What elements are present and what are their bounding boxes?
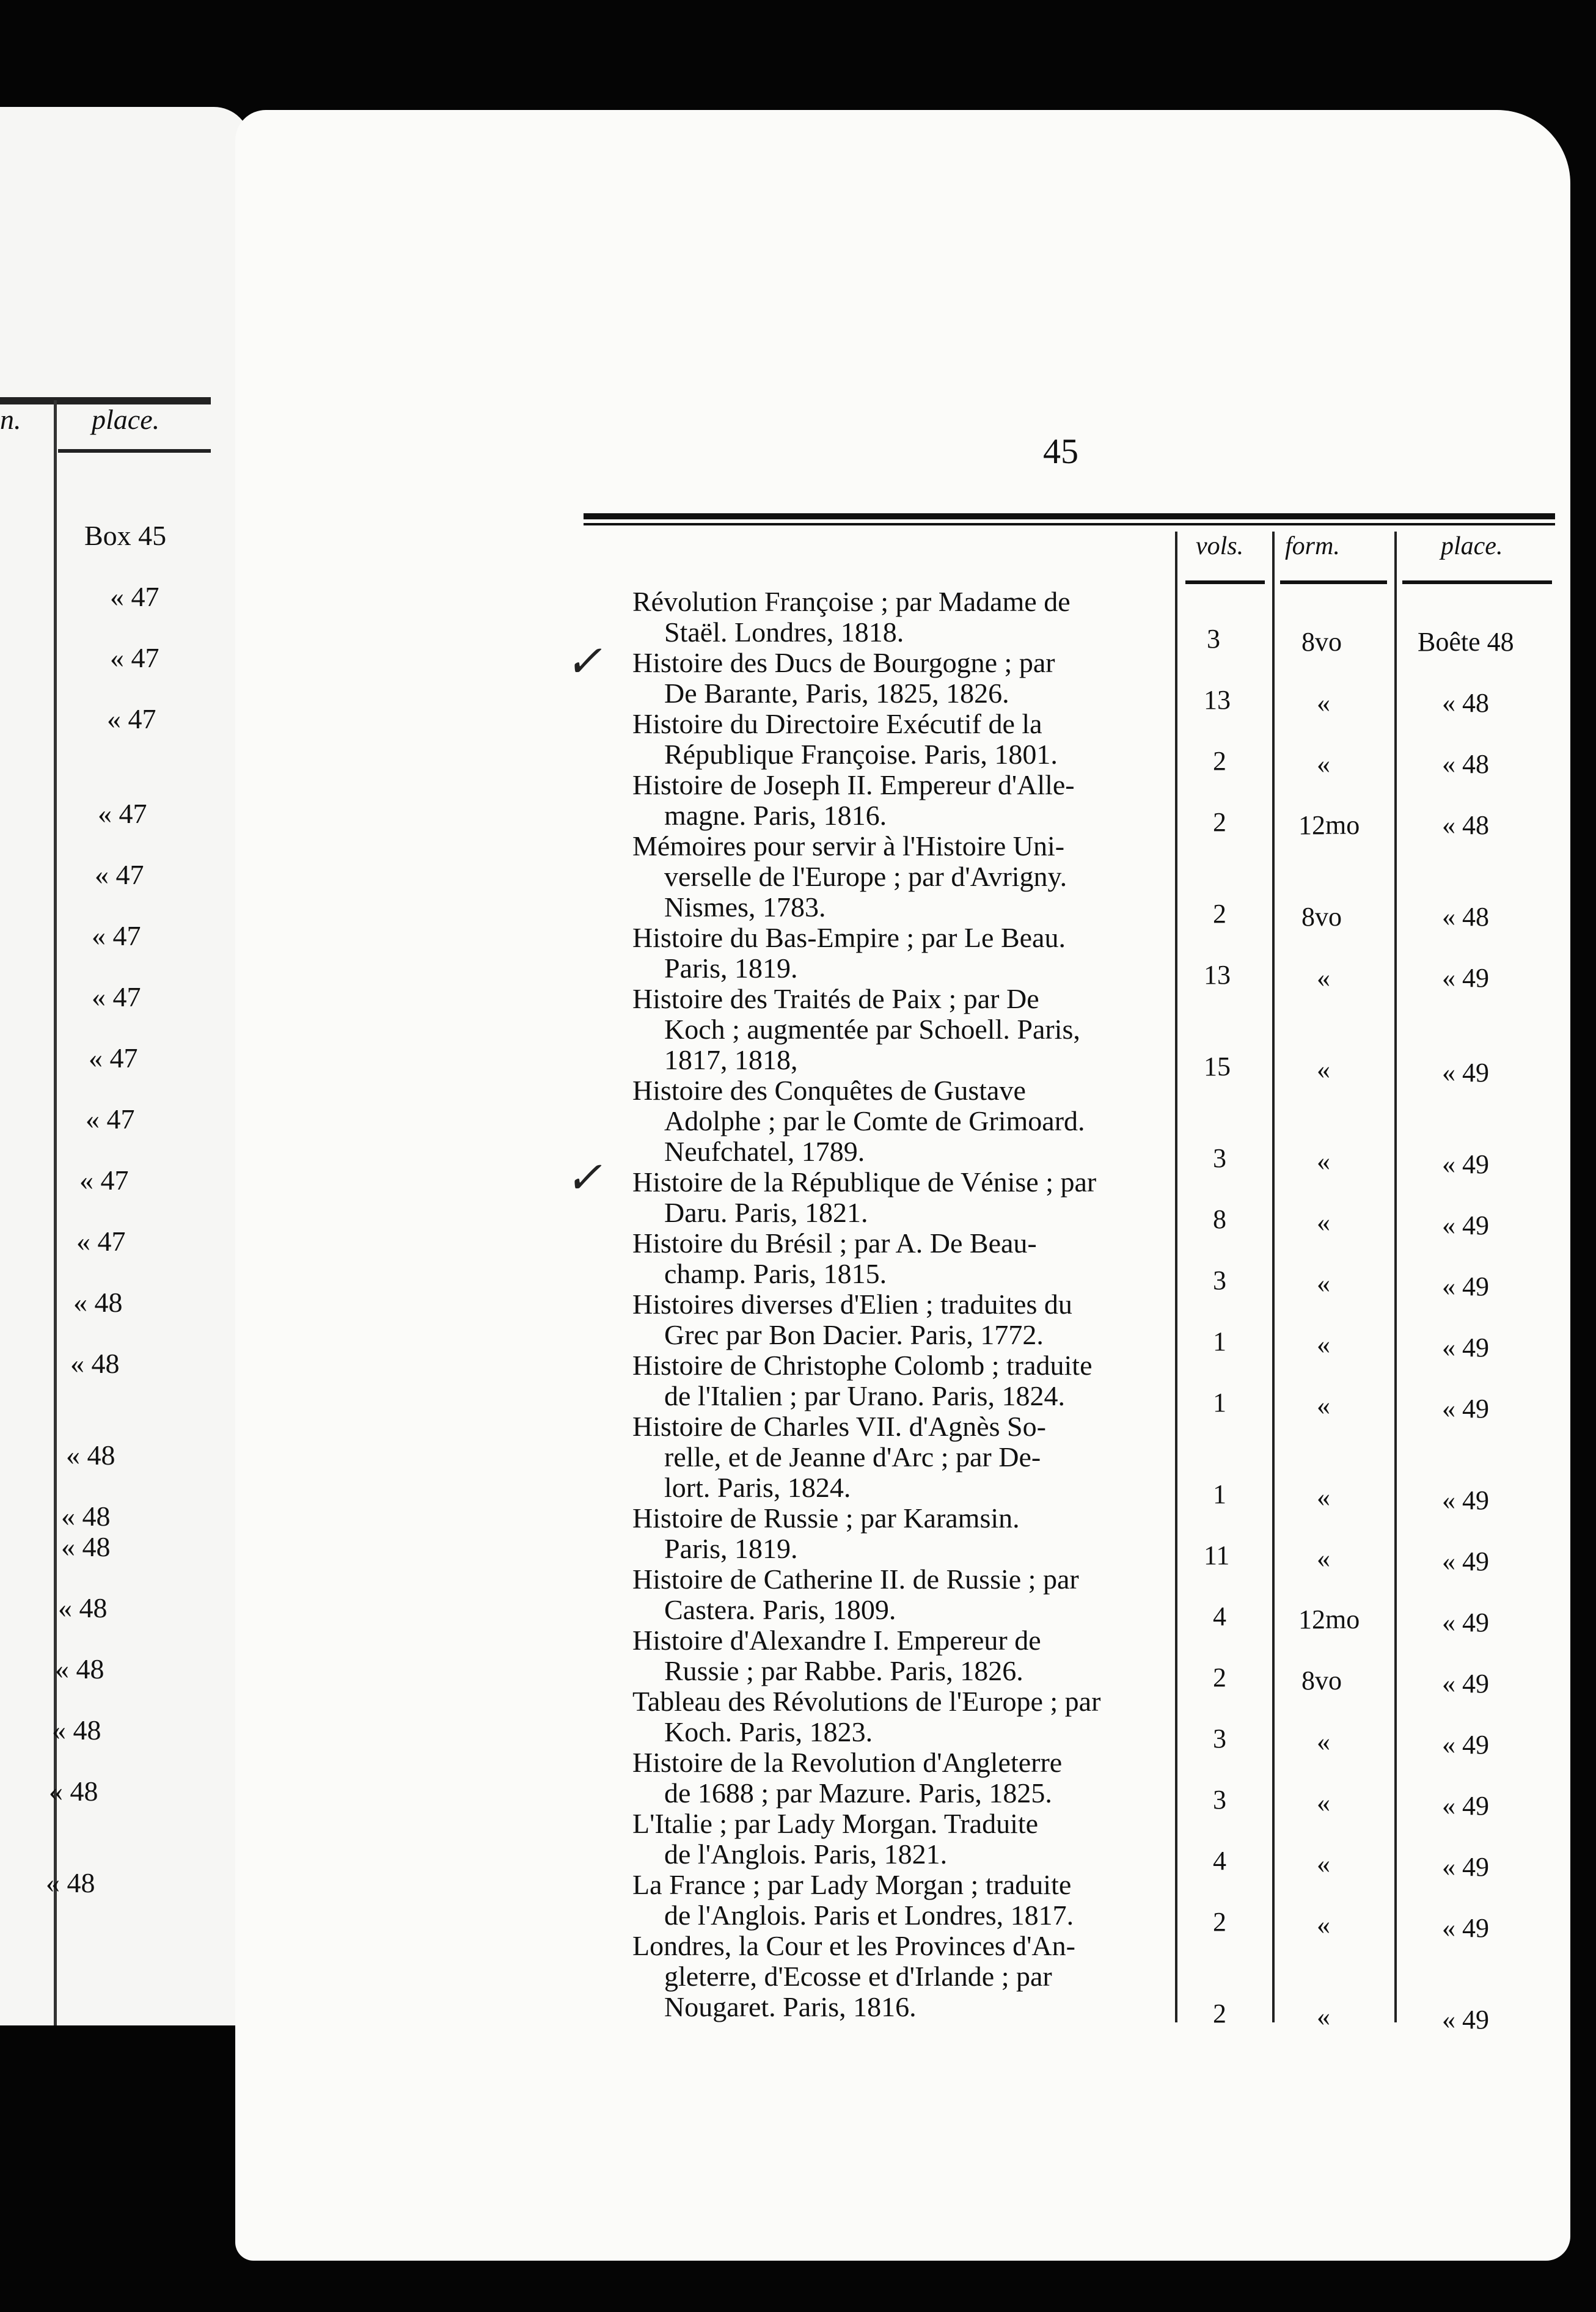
entry-place: « 49: [1442, 1271, 1489, 1301]
entry-place: « 48: [1442, 749, 1489, 779]
entry-line: Histoire de Christophe Colomb ; traduite: [632, 1350, 1093, 1381]
entry-line: Paris, 1819.: [664, 953, 798, 984]
entry-form: «: [1317, 749, 1330, 779]
entry-vols: 15: [1204, 1052, 1231, 1081]
entry-line: Neufchatel, 1789.: [664, 1136, 865, 1167]
left-place-entry: « 47: [76, 1226, 126, 1257]
entry-place: « 49: [1442, 1791, 1489, 1821]
left-place-entry: « 48: [61, 1531, 111, 1562]
catalogue-entry: [632, 1564, 1170, 1625]
page-number: 45: [1043, 431, 1078, 471]
catalogue-entry: [632, 709, 1170, 770]
entry-form: 12mo: [1298, 1604, 1360, 1634]
entry-line: Koch. Paris, 1823.: [664, 1716, 873, 1747]
entry-line: Histoire du Bas-Empire ; par Le Beau.: [632, 922, 1066, 953]
entry-line: relle, et de Jeanne d'Arc ; par De-: [664, 1441, 1041, 1472]
column-divider-form-place: [1394, 532, 1397, 2022]
entry-place: « 49: [1442, 1058, 1489, 1088]
catalogue-entry: [632, 1075, 1170, 1167]
entry-vols: 2: [1213, 1999, 1226, 2028]
entry-place: « 49: [1442, 1608, 1489, 1637]
entry-form: «: [1317, 688, 1330, 718]
entry-form: «: [1317, 1146, 1330, 1176]
entry-form: «: [1317, 1391, 1330, 1421]
catalogue-entry: [632, 923, 1170, 984]
catalogue-entry: [632, 770, 1170, 831]
entry-form: 12mo: [1298, 810, 1360, 840]
entry-line: Castera. Paris, 1809.: [664, 1594, 896, 1625]
entry-place: « 49: [1442, 2005, 1489, 2035]
entry-line: de l'Anglois. Paris, 1821.: [664, 1838, 948, 1870]
catalogue-entry: [632, 984, 1170, 1075]
entry-place: « 48: [1442, 902, 1489, 932]
left-header-place: place.: [92, 404, 160, 435]
entry-vols: 13: [1204, 685, 1231, 715]
entry-form: «: [1317, 1330, 1330, 1359]
entry-line: gleterre, d'Ecosse et d'Irlande ; par: [664, 1961, 1052, 1992]
left-place-entry: « 48: [49, 1776, 98, 1807]
entry-line: Nougaret. Paris, 1816.: [664, 1991, 917, 2022]
header-rule-thin: [584, 523, 1555, 525]
entry-place: « 49: [1442, 1149, 1489, 1179]
entry-line: Adolphe ; par le Comte de Grimoard.: [664, 1105, 1085, 1136]
left-place-entry: « 47: [86, 1103, 135, 1135]
vols-underline: [1185, 580, 1265, 584]
entry-line: Histoire de Joseph II. Empereur d'Alle-: [632, 769, 1075, 800]
entry-line: Daru. Paris, 1821.: [664, 1197, 868, 1228]
entry-vols: 8: [1213, 1204, 1226, 1234]
left-place-entry: « 47: [89, 1042, 138, 1074]
catalogue-entry: [632, 1686, 1170, 1747]
entry-place: Boête 48: [1418, 627, 1514, 657]
entry-line: Grec par Bon Dacier. Paris, 1772.: [664, 1319, 1044, 1350]
left-place-entry: « 47: [110, 581, 159, 612]
left-place-entry: « 48: [66, 1440, 115, 1471]
entry-form: 8vo: [1301, 627, 1342, 657]
entry-vols: 1: [1213, 1388, 1226, 1418]
entry-line: lort. Paris, 1824.: [664, 1472, 851, 1503]
catalogue-entry: [632, 831, 1170, 923]
catalogue-entry: [632, 1228, 1170, 1289]
checkmark-icon: ✓: [565, 1154, 602, 1202]
catalogue-entry: [632, 1809, 1170, 1870]
entry-form: «: [1317, 2002, 1330, 2032]
entry-line: Révolution Françoise ; par Madame de: [632, 586, 1071, 617]
header-vols: vols.: [1196, 532, 1244, 560]
entry-vols: 11: [1204, 1540, 1230, 1570]
entry-vols: 2: [1213, 807, 1226, 837]
entry-place: « 49: [1442, 1485, 1489, 1515]
entry-place: « 49: [1442, 1210, 1489, 1240]
left-place-entry: « 48: [52, 1714, 101, 1746]
entry-form: «: [1317, 1727, 1330, 1757]
catalogue-entry: [632, 1503, 1170, 1564]
entry-line: Russie ; par Rabbe. Paris, 1826.: [664, 1655, 1023, 1686]
entry-place: « 49: [1442, 1730, 1489, 1760]
entry-form: «: [1317, 1788, 1330, 1818]
left-place-entry: « 48: [58, 1592, 108, 1623]
entry-vols: 1: [1213, 1479, 1226, 1509]
entry-form: «: [1317, 1482, 1330, 1512]
entry-vols: 2: [1213, 746, 1226, 776]
entry-form: «: [1317, 1207, 1330, 1237]
entry-line: magne. Paris, 1816.: [664, 800, 887, 831]
entry-line: De Barante, Paris, 1825, 1826.: [664, 678, 1009, 709]
entry-line: 1817, 1818,: [664, 1044, 798, 1075]
entry-place: « 49: [1442, 1546, 1489, 1576]
entry-form: «: [1317, 1543, 1330, 1573]
form-underline: [1280, 580, 1387, 584]
left-place-entry: « 47: [110, 642, 159, 673]
left-header-underline: [58, 449, 211, 453]
entry-vols: 2: [1213, 1907, 1226, 1937]
entry-line: Paris, 1819.: [664, 1533, 798, 1564]
entry-line: Mémoires pour servir à l'Histoire Uni-: [632, 830, 1065, 862]
checkmark-icon: ✓: [565, 637, 602, 686]
catalogue-entry: [632, 1931, 1170, 2022]
entry-vols: 3: [1213, 1265, 1226, 1295]
entry-line: Histoire de Charles VII. d'Agnès So-: [632, 1411, 1046, 1442]
entry-line: Tableau des Révolutions de l'Europe ; par: [632, 1686, 1101, 1717]
catalogue-page: [235, 110, 1570, 2261]
left-place-entry: « 47: [95, 859, 144, 890]
left-place-entry: « 48: [70, 1348, 120, 1379]
entry-line: République Françoise. Paris, 1801.: [664, 739, 1058, 770]
entry-place: « 49: [1442, 963, 1489, 993]
entry-line: Histoire de la République de Vénise ; par: [632, 1166, 1097, 1198]
entry-line: La France ; par Lady Morgan ; traduite: [632, 1869, 1072, 1900]
entry-line: Histoire des Traités de Paix ; par De: [632, 983, 1039, 1014]
left-place-entry: Box 45: [84, 520, 167, 551]
entry-line: de l'Anglois. Paris et Londres, 1817.: [664, 1900, 1074, 1931]
entry-vols: 4: [1213, 1601, 1226, 1631]
entry-line: Histoires diverses d'Elien ; traduites du: [632, 1289, 1072, 1320]
column-divider-vols-form: [1272, 532, 1275, 2022]
column-divider-text-vols: [1175, 532, 1177, 2022]
entry-line: Histoire de Russie ; par Karamsin.: [632, 1502, 1020, 1534]
catalogue-entry: [632, 1411, 1170, 1503]
header-place: place.: [1441, 532, 1503, 560]
entry-vols: 2: [1213, 1663, 1226, 1692]
entry-vols: 13: [1204, 960, 1231, 990]
left-page-fragment: [0, 107, 251, 2025]
left-place-entry: « 47: [107, 703, 156, 734]
entry-line: L'Italie ; par Lady Morgan. Traduite: [632, 1808, 1039, 1839]
entry-line: Koch ; augmentée par Schoell. Paris,: [664, 1014, 1080, 1045]
left-place-entry: « 47: [92, 920, 141, 951]
entry-line: Histoire d'Alexandre I. Empereur de: [632, 1625, 1041, 1656]
place-underline: [1402, 580, 1552, 584]
entry-vols: 3: [1207, 624, 1220, 654]
entry-form: «: [1317, 1268, 1330, 1298]
header-rule-thick: [584, 513, 1555, 519]
entry-form: «: [1317, 1055, 1330, 1085]
catalogue-entry: [632, 1289, 1170, 1350]
entry-place: « 49: [1442, 1852, 1489, 1882]
entry-vols: 3: [1213, 1143, 1226, 1173]
entry-place: « 48: [1442, 810, 1489, 840]
entry-line: de 1688 ; par Mazure. Paris, 1825.: [664, 1777, 1052, 1809]
left-place-entry: « 47: [79, 1165, 129, 1196]
entry-place: « 49: [1442, 1913, 1489, 1943]
left-place-entry: « 48: [73, 1287, 123, 1318]
entry-line: verselle de l'Europe ; par d'Avrigny.: [664, 861, 1067, 892]
entry-line: Londres, la Cour et les Provinces d'An-: [632, 1930, 1075, 1961]
left-place-entry: « 48: [46, 1867, 95, 1898]
catalogue-entry: [632, 648, 1170, 709]
left-place-entry: « 47: [98, 798, 147, 829]
left-place-entry: « 47: [92, 981, 141, 1012]
entry-line: Staël. Londres, 1818.: [664, 616, 904, 648]
catalogue-entry: [632, 1350, 1170, 1411]
entry-vols: 3: [1213, 1724, 1226, 1754]
entry-line: champ. Paris, 1815.: [664, 1258, 887, 1289]
entry-line: Histoire du Brésil ; par A. De Beau-: [632, 1227, 1037, 1259]
entry-vols: 1: [1213, 1326, 1226, 1356]
catalogue-entry: [632, 1625, 1170, 1686]
entry-vols: 2: [1213, 899, 1226, 929]
entry-form: «: [1317, 1910, 1330, 1940]
left-place-entry: « 48: [61, 1501, 111, 1532]
left-place-entry: « 48: [55, 1653, 104, 1685]
entry-line: de l'Italien ; par Urano. Paris, 1824.: [664, 1380, 1065, 1411]
entry-form: 8vo: [1301, 902, 1342, 932]
left-header-n: n.: [0, 404, 21, 435]
entry-vols: 3: [1213, 1785, 1226, 1815]
entry-line: Nismes, 1783.: [664, 891, 826, 923]
entry-place: « 49: [1442, 1394, 1489, 1424]
entry-place: « 49: [1442, 1669, 1489, 1699]
entry-place: « 49: [1442, 1333, 1489, 1363]
entry-line: Histoire de Catherine II. de Russie ; par: [632, 1564, 1079, 1595]
catalogue-entry: [632, 1747, 1170, 1809]
entry-form: «: [1317, 1849, 1330, 1879]
catalogue-entry: [632, 1870, 1170, 1931]
entry-line: Histoire du Directoire Exécutif de la: [632, 708, 1042, 739]
entry-vols: 4: [1213, 1846, 1226, 1876]
entry-form: 8vo: [1301, 1666, 1342, 1696]
entry-place: « 48: [1442, 688, 1489, 718]
catalogue-entry: [632, 1167, 1170, 1228]
entry-form: «: [1317, 963, 1330, 993]
entry-line: Histoire de la Revolution d'Angleterre: [632, 1747, 1063, 1778]
header-form: form.: [1285, 532, 1340, 560]
entry-line: Histoire des Conquêtes de Gustave: [632, 1075, 1026, 1106]
catalogue-entry: [632, 587, 1170, 648]
entry-line: Histoire des Ducs de Bourgogne ; par: [632, 647, 1055, 678]
